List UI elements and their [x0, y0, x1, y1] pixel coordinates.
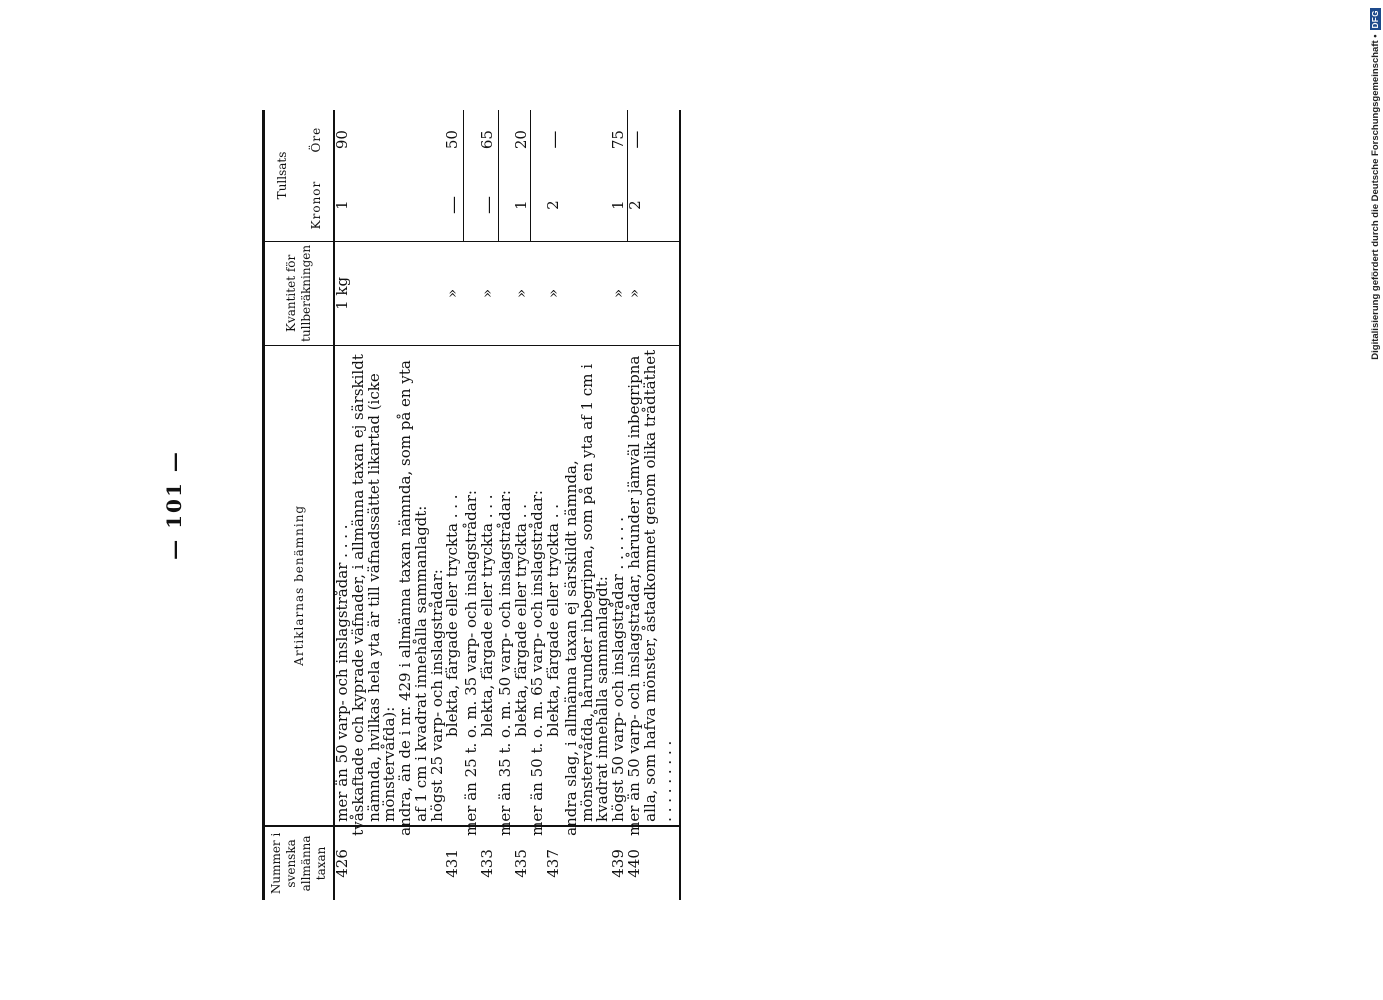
- credit-text: Digitalisierung gefördert durch die Deutsche Forschungsgemeinschaft •: [1369, 34, 1381, 360]
- row-number: 431: [445, 826, 464, 900]
- row-description: blekta, färgade eller tryckta . .: [514, 345, 530, 825]
- row-description: blekta, färgade eller tryckta . . .: [445, 345, 464, 825]
- row-ore: 20: [511, 130, 530, 150]
- header-description: Artiklarnas benämning: [264, 345, 335, 825]
- row-description: högst 25 varp- och inslagstrådar:: [430, 345, 446, 825]
- header-quantity: Kvantitet för tullberäkningen: [264, 241, 335, 345]
- digitization-credit: [1366, 8, 1383, 398]
- row-description: blekta, färgade eller tryckta . .: [546, 345, 564, 825]
- row-kronor: 1: [333, 200, 351, 210]
- row-description: mer än 25 t. o. m. 35 varp- och inslagstrådar:: [464, 345, 480, 825]
- row-number: 439: [611, 826, 627, 900]
- row-quantity: 1 kg: [334, 241, 351, 345]
- row-kronor: [351, 169, 398, 241]
- row-ore: 75: [609, 130, 627, 150]
- row-quantity: [351, 241, 398, 345]
- row-ore: 90: [333, 130, 351, 150]
- row-quantity: »: [627, 241, 674, 345]
- rule-cell: [675, 169, 680, 241]
- page-number: — 101 —: [162, 450, 186, 560]
- document-page: [162, 110, 1172, 900]
- rule-cell: [675, 110, 680, 169]
- row-quantity: »: [546, 241, 564, 345]
- row-number: 440: [627, 826, 674, 900]
- header-rate: Tullsats: [264, 110, 300, 241]
- table-bottom-rule: [675, 110, 680, 900]
- header-ore: Öre: [299, 110, 334, 169]
- row-ore: [564, 110, 611, 169]
- row-description: andra, än de i nr. 429 i allmänna taxan nämnda, som på en yta af 1 cm i kvadrat innehålla sammanlagdt:: [398, 345, 430, 825]
- row-kronor: [398, 169, 430, 241]
- table-row: [445, 110, 464, 900]
- table-row: [351, 110, 398, 900]
- row-number: [398, 826, 430, 900]
- row-kronor: 2: [627, 169, 674, 241]
- tariff-table: [262, 110, 681, 900]
- rule-cell: [675, 826, 680, 900]
- row-quantity: [398, 241, 430, 345]
- row-description: andra slag, i allmänna taxan ej särskildt nämnda, mönstervåfda, hårunder inbegripna, som på en yta af 1 cm i kvadrat innehålla sammanlagdt:: [564, 345, 611, 825]
- row-quantity: »: [611, 241, 627, 345]
- row-description: blekta, färgade eller tryckta . . .: [480, 345, 499, 825]
- table-header-row: [264, 110, 300, 900]
- row-kronor: [564, 169, 611, 241]
- row-number: [351, 826, 398, 900]
- dfg-logo: DFG: [1370, 10, 1380, 29]
- row-number: 426: [334, 826, 351, 900]
- row-description: tvåskaftade och kyprade väfnader, i allmänna taxan ej särskildt nämnda, hvilkas hela yta är till väfnadssättet likartad (icke mönstervåfda):: [351, 345, 398, 825]
- row-kronor: 1: [511, 200, 530, 210]
- row-ore: —: [543, 130, 565, 149]
- row-number: 435: [514, 826, 530, 900]
- rule-cell: [675, 345, 680, 825]
- row-description: mer än 50 varp- och inslagstrådar . . . .: [334, 345, 351, 825]
- row-description: mer än 50 t. o. m. 65 varp- och inslagstrådar:: [530, 345, 546, 825]
- row-quantity: [564, 241, 611, 345]
- row-ore: [351, 110, 398, 169]
- row-quantity: »: [445, 241, 464, 345]
- row-number: 433: [480, 826, 499, 900]
- row-kronor: 2: [543, 200, 562, 210]
- row-description: mer än 35 t. o. m. 50 varp- och inslagstrådar:: [498, 345, 514, 825]
- row-number: [564, 826, 611, 900]
- row-quantity: »: [480, 241, 499, 345]
- header-number: Nummer i svenska allmänna taxan: [264, 826, 335, 900]
- row-ore: 50: [443, 130, 462, 150]
- row-number: 437: [546, 826, 564, 900]
- row-quantity: »: [514, 241, 530, 345]
- table-row: [398, 110, 430, 900]
- row-ore: 65: [477, 130, 496, 150]
- row-description: högst 50 varp- och inslagstrådar . . . . . .: [611, 345, 627, 825]
- row-ore: —: [627, 110, 674, 169]
- row-kronor: 1: [609, 200, 627, 210]
- table-row: [564, 110, 611, 900]
- row-ore: [398, 110, 430, 169]
- table-row: [627, 110, 674, 900]
- rotated-page-wrapper: [162, 110, 1172, 900]
- header-kronor: Kronor: [299, 169, 334, 241]
- row-kronor: —: [477, 196, 499, 215]
- row-kronor: —: [443, 196, 465, 215]
- row-description: mer än 50 varp- och inslagstrådar, hårunder jämväl inbegripna alla, som hafva mönster, åstadkommet genom olika trådtäthet . . . . . . . . .: [627, 345, 674, 825]
- rule-cell: [675, 241, 680, 345]
